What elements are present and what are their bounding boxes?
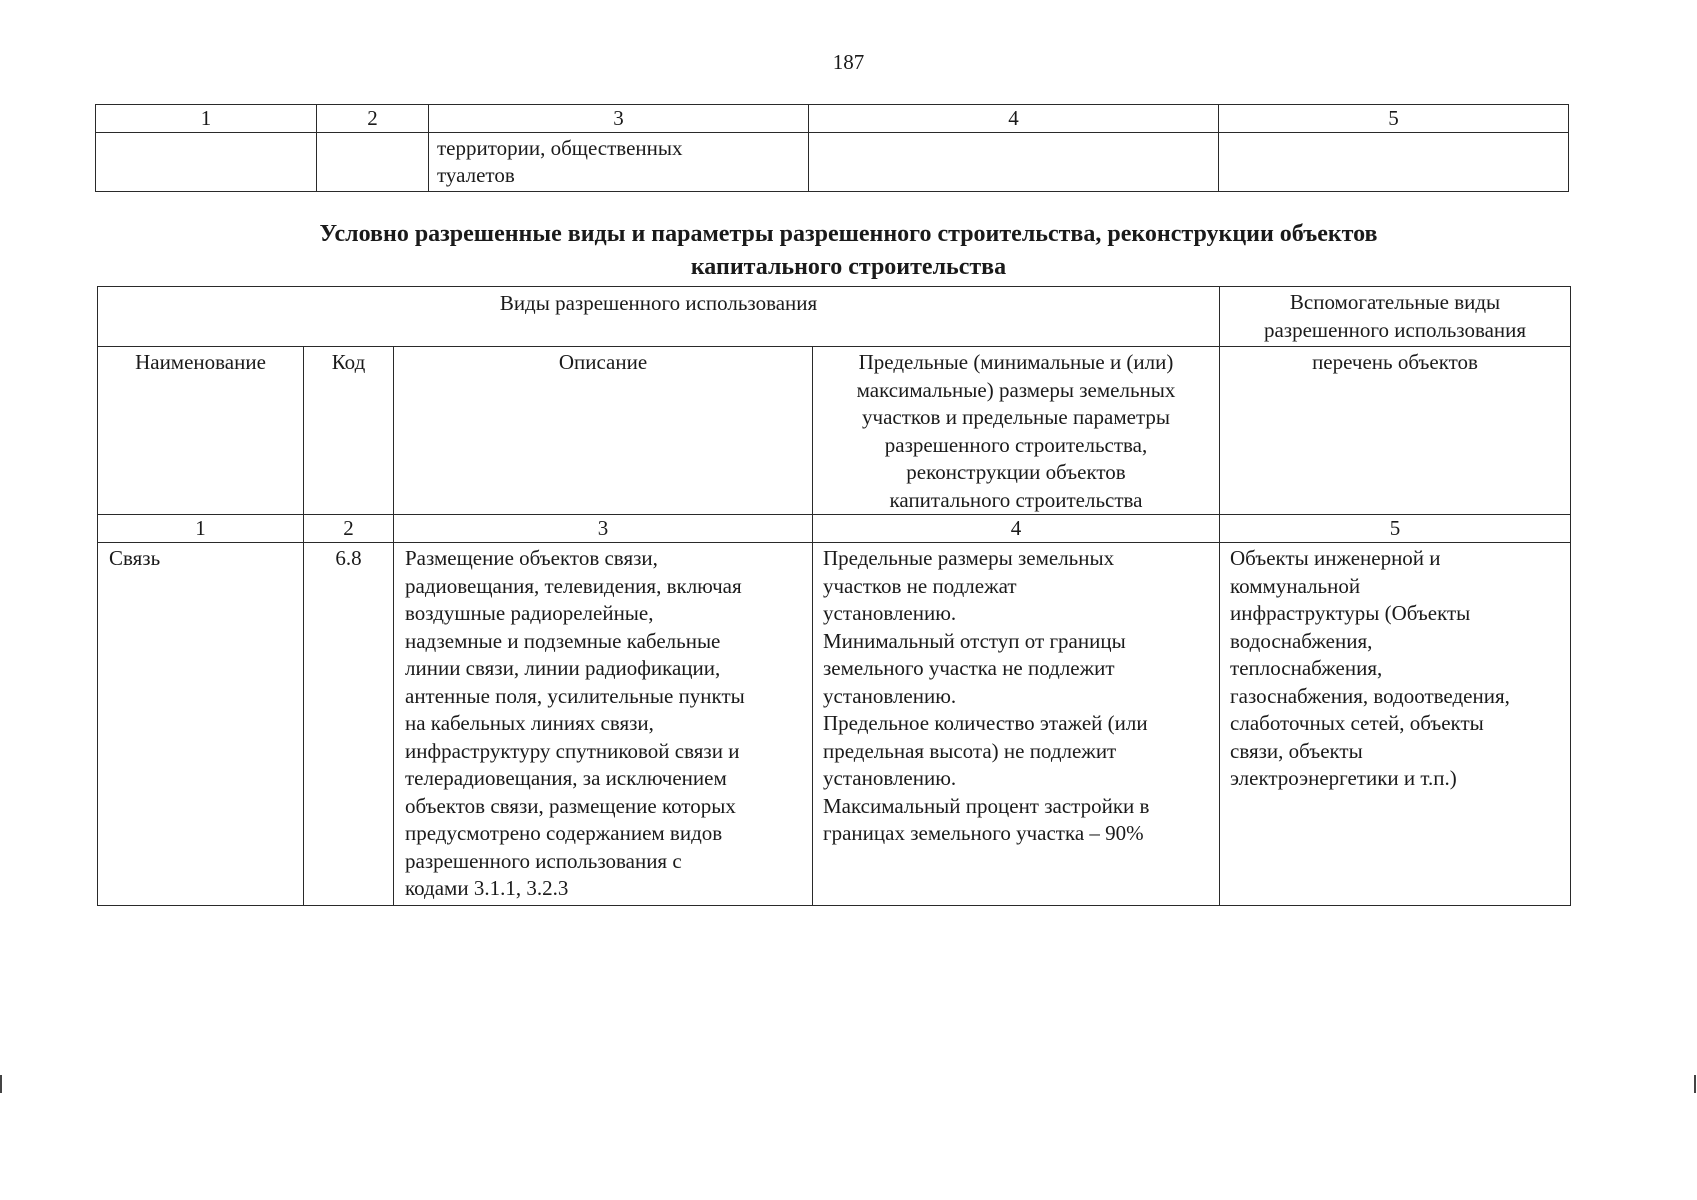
column-header-name: Наименование — [98, 347, 304, 515]
table-row — [98, 543, 1571, 906]
column-number: 3 — [394, 515, 813, 543]
table-cell — [96, 133, 317, 192]
row-objects: Объекты инженерной и коммунальной инфраструктуры (Объекты водоснабжения, теплоснабжения, газоснабжения, водоотведения, слаботочных сетей, объекты связи, объекты электроэнергетики и т.п.) — [1220, 543, 1571, 906]
row-code: 6.8 — [304, 543, 394, 906]
table-cell — [1219, 133, 1569, 192]
group-header-auxiliary-uses: Вспомогательные виды разрешенного использования — [1220, 287, 1571, 347]
column-header-code: Код — [304, 347, 394, 515]
scan-edge-mark — [0, 1075, 2, 1093]
page-number: 187 — [832, 50, 865, 74]
permitted-use-table — [97, 286, 1571, 906]
section-heading — [0, 218, 1697, 284]
column-header-row — [98, 347, 1571, 515]
column-number: 4 — [813, 515, 1220, 543]
section-heading-line: Условно разрешенные виды и параметры разрешенного строительства, реконструкции объектов — [319, 221, 1378, 247]
group-header-row — [98, 287, 1571, 347]
continuation-row — [96, 133, 1569, 192]
row-description: Размещение объектов связи, радиовещания, телевидения, включая воздушные радиорелейные, надземные и подземные кабельные линии связи, линии радиофикации, антенные поля, усилительные пункты на кабельных линиях связи, инфраструктуру спутниковой связи и телерадиовещания, за исключением объектов связи, размещение которых предусмотрено содержанием видов разрешенного использования с кодами 3.1.1, 3.2.3 — [394, 543, 813, 906]
table-cell-description: территории, общественных туалетов — [429, 133, 809, 192]
column-header-description: Описание — [394, 347, 813, 515]
column-header-limits: Предельные (минимальные и (или) максимальные) размеры земельных участков и предельные параметры разрешенного строительства, реконструкции объектов капитального строительства — [813, 347, 1220, 515]
column-header-objects: перечень объектов — [1220, 347, 1571, 515]
column-number: 5 — [1219, 105, 1569, 133]
column-number: 3 — [429, 105, 809, 133]
group-header-permitted-uses: Виды разрешенного использования — [98, 287, 1220, 347]
column-number: 5 — [1220, 515, 1571, 543]
column-number: 4 — [809, 105, 1219, 133]
column-number: 1 — [96, 105, 317, 133]
column-number-row — [98, 515, 1571, 543]
table-cell — [317, 133, 429, 192]
row-limits: Предельные размеры земельных участков не подлежат установлению. Минимальный отступ от границы земельного участка не подлежит установлению. Предельное количество этажей (или предельная высота) не подлежит установлению. Максимальный процент застройки в границах земельного участка – 90% — [813, 543, 1220, 906]
row-name: Связь — [98, 543, 304, 906]
table-cell — [809, 133, 1219, 192]
column-number: 1 — [98, 515, 304, 543]
column-number-row — [96, 105, 1569, 133]
continuation-table — [95, 104, 1569, 192]
column-number: 2 — [304, 515, 394, 543]
column-number: 2 — [317, 105, 429, 133]
scan-edge-mark — [1694, 1075, 1696, 1093]
section-heading-line: капитального строительства — [690, 254, 1007, 280]
